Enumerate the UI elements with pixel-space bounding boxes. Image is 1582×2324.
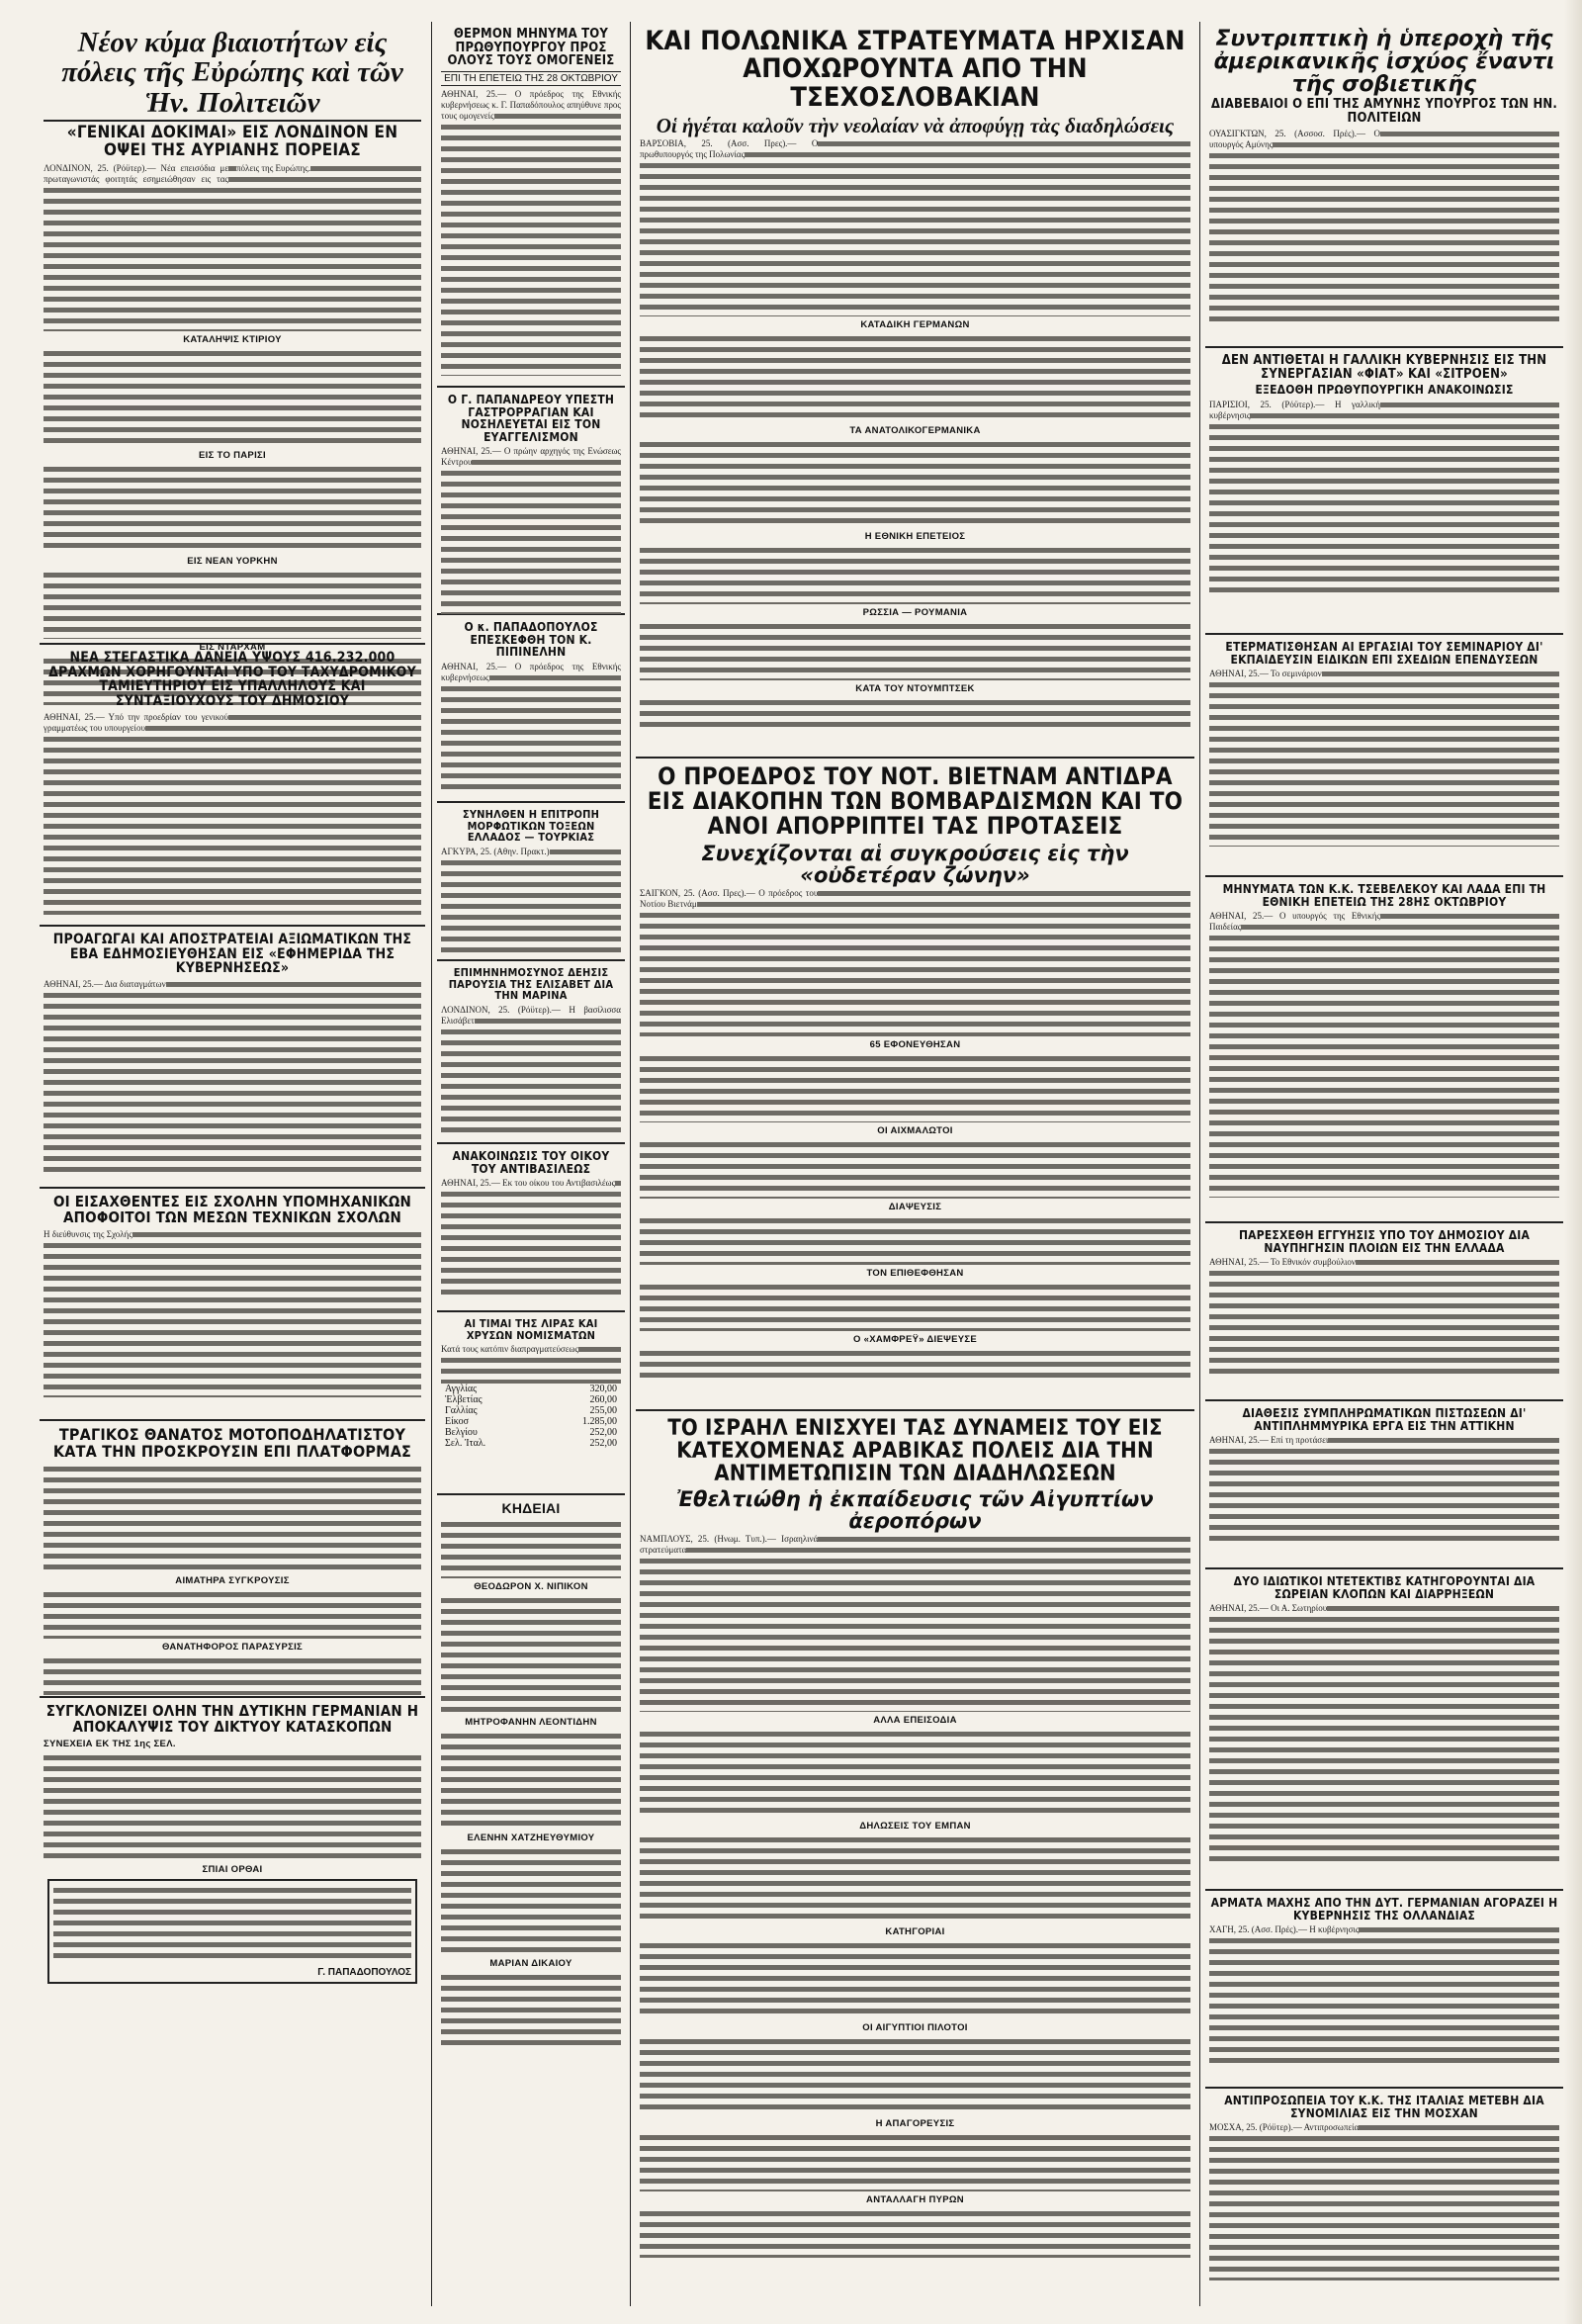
headline: Ο Γ. ΠΑΠΑΝΔΡΕΟΥ ΥΠΕΣΤΗ ΓΑΣΤΡΟΡΡΑΓΙΑΝ ΚΑΙ ΝΟΣΗΛΕΥΕΤΑΙ ΕΙΣ ΤΟΝ ΕΥΑΓΓΕΛΙΣΜΟΝ bbox=[447, 393, 615, 444]
article-pm-message bbox=[437, 22, 625, 388]
article-body: ΑΘΗΝΑΙ, 25.— Εκ του οίκου του Αντιβασιλέως bbox=[441, 1178, 621, 1296]
coin-label: Βελγίου bbox=[445, 1427, 478, 1439]
subhead: ΣΠΙΑΙ ΟΡΘΑΙ bbox=[202, 1863, 263, 1875]
headline: ΘΕΡΜΟΝ ΜΗΝΥΜΑ ΤΟΥ ΠΡΩΘΥΠΟΥΡΓΟΥ ΠΡΟΣ ΟΛΟΥΣ ΤΟΥΣ ΟΜΟΓΕΝΕΙΣ bbox=[447, 27, 615, 69]
article-body bbox=[44, 1752, 421, 1861]
headline: Συντριπτικὴ ἡ ὑπεροχὴ τῆς ἀμερικανικῆς ἰσχύος ἔναντι τῆς σοβιετικῆς bbox=[1213, 27, 1555, 98]
subheadline: Συνεχίζονται αἱ συγκρούσεις εἰς τὴν «οὐδετέραν ζώνην» bbox=[701, 841, 1129, 887]
article-gold-prices bbox=[437, 1312, 625, 1495]
article-body: ΛΟΝΔΙΝΟΝ, 25. (Ρόϋτερ).— Νέα επεισόδια με πρωταγωνιστάς φοιτητάς εσημειώθησαν εις τας πόλεις της Ευρώπης. bbox=[44, 163, 421, 331]
subhead: ΔΙΑΨΕΥΣΙΣ bbox=[888, 1201, 942, 1212]
article-american-superiority bbox=[1205, 22, 1563, 348]
article-body: Κατά τους κατόπιν διαπραγματεύσεως bbox=[441, 1344, 621, 1384]
subhead: Η ΕΘΝΙΚΗ ΕΠΕΤΕΙΟΣ bbox=[864, 531, 966, 543]
article-body: ΑΘΗΝΑΙ, 25.— Το σεμινάριον bbox=[1209, 669, 1559, 847]
headline: ΠΑΡΕΣΧΕΘΗ ΕΓΓΥΗΣΙΣ ΥΠΟ ΤΟΥ ΔΗΜΟΣΙΟΥ ΔΙΑ ΝΑΥΠΗΓΗΣΙΝ ΠΛΟΙΩΝ ΕΙΣ ΤΗΝ ΕΛΛΑΔΑ bbox=[1238, 1228, 1531, 1255]
subhead: Η ΑΠΑΓΟΡΕΥΣΙΣ bbox=[875, 2118, 955, 2130]
coin-label: Ἑλβετίας bbox=[445, 1394, 483, 1406]
subhead: ΤΑ ΑΝΑΤΟΛΙΚΟΓΕΡΜΑΝΙΚΑ bbox=[849, 425, 981, 437]
headline: ΑΡΜΑΤΑ ΜΑΧΗΣ ΑΠΟ ΤΗΝ ΔΥΤ. ΓΕΡΜΑΝΙΑΝ ΑΓΟΡΑΖΕΙ Η ΚΥΒΕΡΝΗΣΙΣ ΤΗΣ ΟΛΛΑΝΔΙΑΣ bbox=[1210, 1896, 1558, 1922]
article-fiat-citroen bbox=[1205, 348, 1563, 635]
article-italian-communists bbox=[1205, 2089, 1563, 2306]
headline: Ο κ. ΠΑΠΑΔΟΠΟΥΛΟΣ ΕΠΕΣΚΕΦΘΗ ΤΟΝ Κ. ΠΙΠΙΝΕΛΗΝ bbox=[464, 620, 598, 660]
continued-label: ΣΥΝΕΧΕΙΑ ΕΚ ΤΗΣ 1ης ΣΕΛ. bbox=[44, 1738, 176, 1749]
quote-box bbox=[47, 1879, 417, 1984]
coin-value: 252,00 bbox=[589, 1427, 617, 1439]
column-rule bbox=[1199, 22, 1200, 2306]
article-credits bbox=[1205, 1401, 1563, 1569]
article-papadopoulos-visit bbox=[437, 615, 625, 803]
article-papandreou bbox=[437, 388, 625, 615]
headline: ΑΝΤΙΠΡΟΣΩΠΕΙΑ ΤΟΥ Κ.Κ. ΤΗΣ ΙΤΑΛΙΑΣ ΜΕΤΕΒΗ ΔΙΑ ΣΥΝΟΜΙΛΙΑΣ ΕΙΣ ΤΗΝ ΜΟΣΧΑΝ bbox=[1224, 2094, 1544, 2120]
price-row bbox=[441, 1384, 621, 1394]
article-body bbox=[44, 1464, 421, 1572]
article-funerals bbox=[437, 1495, 625, 2108]
article-regent bbox=[437, 1144, 625, 1312]
headline: ΤΟ ΙΣΡΑΗΛ ΕΝΙΣΧΥΕΙ ΤΑΣ ΔΥΝΑΜΕΙΣ ΤΟΥ ΕΙΣ ΚΑΤΕΧΟΜΕΝΑΣ ΑΡΑΒΙΚΑΣ ΠΟΛΕΙΣ ΔΙΑ ΤΗΝ ΑΝΤΙΜΕΤΩΠΙΣΙΝ ΤΩΝ ΔΙΑΔΗΛΩΣΕΩΝ bbox=[667, 1416, 1163, 1487]
subhead: ΚΑΤΑΔΙΚΗ ΓΕΡΜΑΝΩΝ bbox=[860, 319, 970, 331]
headline: ΠΡΟΑΓΩΓΑΙ ΚΑΙ ΑΠΟΣΤΡΑΤΕΙΑΙ ΑΞΙΩΜΑΤΙΚΩΝ ΤΗΣ ΕΒΑ ΕΔΗΜΟΣΙΕΥΘΗΣΑΝ ΕΙΣ «ΕΦΗΜΕΡΙΔΑ ΤΗΣ ΚΥΒΕΡΝΗΣΕΩΣ» bbox=[52, 932, 412, 977]
coin-value: 260,00 bbox=[589, 1394, 617, 1406]
price-table bbox=[441, 1384, 621, 1449]
article-body: ΒΑΡΣΟΒΙΑ, 25. (Ασσ. Πρες).— Ο πρωθυπουργός της Πολωνίας bbox=[640, 138, 1190, 316]
subhead: ΑΛΛΑ ΕΠΕΙΣΟΔΙΑ bbox=[873, 1715, 957, 1727]
article-body: ΑΘΗΝΑΙ, 25.— Επί τη προτάσει bbox=[1209, 1435, 1559, 1544]
article-body: ΑΘΗΝΑΙ, 25.— Οι Α. Σωτηρίου bbox=[1209, 1603, 1559, 1865]
subhead: ΡΩΣΣΙΑ — ΡΟΥΜΑΝΙΑ bbox=[862, 607, 968, 619]
subhead: ΕΙΣ ΝΤΑΡΧΑΜ bbox=[199, 642, 266, 653]
article-body: ΑΘΗΝΑΙ, 25.— Ο υπουργός της Εθνικής Παιδείας bbox=[1209, 911, 1559, 1198]
article-elizabeth bbox=[437, 961, 625, 1144]
price-row bbox=[441, 1405, 621, 1416]
article-detectives bbox=[1205, 1569, 1563, 1891]
article-body: ΟΥΑΣΙΓΚΤΩΝ, 25. (Ασσοσ. Πρές).— Ο υπουργός Αμύνης bbox=[1209, 129, 1559, 326]
headline: ΔΥΟ ΙΔΙΩΤΙΚΟΙ ΝΤΕΤΕΚΤΙΒΣ ΚΑΤΗΓΟΡΟΥΝΤΑΙ ΔΙΑ ΣΩΡΕΙΑΝ ΚΛΟΠΩΝ ΚΑΙ ΔΙΑΡΡΗΞΕΩΝ bbox=[1233, 1574, 1536, 1601]
article-moped-death bbox=[40, 1421, 425, 1698]
funeral-name: ΘΕΟΔΩΡΟΝ Χ. ΝΙΠΙΚΟΝ bbox=[474, 1580, 588, 1592]
article-body: ΠΑΡΙΣΙΟΙ, 25. (Ρόϋτερ).— Η γαλλική κυβέρνησις bbox=[1209, 400, 1559, 597]
subhead: ΚΑΤΑ ΤΟΥ ΝΤΟΥΜΠΤΣΕΚ bbox=[855, 683, 975, 695]
subhead: ΚΑΤΑΛΗΨΙΣ ΚΤΙΡΙΟΥ bbox=[183, 334, 282, 345]
headline: ΟΙ ΕΙΣΑΧΘΕΝΤΕΣ ΕΙΣ ΣΧΟΛΗΝ ΥΠΟΜΗΧΑΝΙΚΩΝ ΑΠΟΦΟΙΤΟΙ ΤΩΝ ΜΕΣΩΝ ΤΕΧΝΙΚΩΝ ΣΧΟΛΩΝ bbox=[52, 1193, 412, 1226]
price-row bbox=[441, 1416, 621, 1427]
price-row bbox=[441, 1427, 621, 1438]
article-body: ΑΘΗΝΑΙ, 25.— Ο πρόεδρος της Εθνικής κυβερνήσεως bbox=[441, 662, 621, 790]
headline: ΜΗΝΥΜΑΤΑ ΤΩΝ Κ.Κ. ΤΣΕΒΕΛΕΚΟΥ ΚΑΙ ΛΑΔΑ ΕΠΙ ΤΗ ΕΘΝΙΚΗ ΕΠΕΤΕΙΩ ΤΗΣ 28ΗΣ ΟΚΤΩΒΡΙΟΥ bbox=[1222, 882, 1546, 909]
article-tanks bbox=[1205, 1891, 1563, 2089]
headline: ΕΠΙΜΗΝΗΜΟΣΥΝΟΣ ΔΕΗΣΙΣ ΠΑΡΟΥΣΙΑ ΤΗΣ ΕΛΙΣΑΒΕΤ ΔΙΑ ΤΗΝ ΜΑΡΙΝΑ bbox=[448, 966, 614, 1003]
article-seminar bbox=[1205, 635, 1563, 877]
column-4 bbox=[1205, 22, 1563, 2306]
article-technical-school bbox=[40, 1189, 425, 1421]
headline: ΚΗΔΕΙΑΙ bbox=[501, 1500, 561, 1516]
headline: ΔΕΝ ΑΝΤΙΘΕΤΑΙ Η ΓΑΛΛΙΚΗ ΚΥΒΕΡΝΗΣΙΣ ΕΙΣ ΤΗΝ ΣΥΝΕΡΓΑΣΙΑΝ «ΦΙΑΤ» ΚΑΙ «ΣΙΤΡΟΕΝ» bbox=[1221, 353, 1547, 382]
subhead: ΕΙΣ ΤΟ ΠΑΡΙΣΙ bbox=[199, 450, 266, 461]
column-1 bbox=[40, 22, 425, 2024]
subhead: ΟΙ ΑΙΓΥΠΤΙΟΙ ΠΙΛΟΤΟΙ bbox=[862, 2022, 968, 2034]
subheadline: ΔΙΑΒΕΒΑΙΟΙ Ο ΕΠΙ ΤΗΣ ΑΜΥΝΗΣ ΥΠΟΥΡΓΟΣ ΤΩΝ ΗΝ. ΠΟΛΙΤΕΙΩΝ bbox=[1210, 97, 1558, 126]
column-rule bbox=[431, 22, 432, 2306]
article-shipbuilding bbox=[1205, 1223, 1563, 1401]
coin-label: Γαλλίας bbox=[445, 1405, 478, 1417]
headline: ΔΙΑΘΕΣΙΣ ΣΥΜΠΛΗΡΩΜΑΤΙΚΩΝ ΠΙΣΤΩΣΕΩΝ ΔΙ' ΑΝΤΙΠΛΗΜΜΥΡΙΚΑ ΕΡΓΑ ΕΙΣ ΤΗΝ ΑΤΤΙΚΗΝ bbox=[1242, 1406, 1527, 1433]
subhead: ΕΙΣ ΝΕΑΝ ΥΟΡΚΗΝ bbox=[187, 556, 278, 567]
subheadline: Οἱ ἡγέται καλοῦν τὴν νεολαίαν νὰ ἀποφύγῃ τὰς διαδηλώσεις bbox=[656, 114, 1175, 138]
column-rule bbox=[630, 22, 631, 2306]
subheadline: ΕΞΕΔΟΘΗ ΠΡΩΘΥΠΟΥΡΓΙΚΗ ΑΝΑΚΟΙΝΩΣΙΣ bbox=[1255, 383, 1514, 398]
subhead: Ο «ΧΑΜΦΡΕΫ» ΔΙΕΨΕΥΣΕ bbox=[852, 1333, 977, 1345]
coin-value: 320,00 bbox=[589, 1384, 617, 1395]
article-body: ΑΘΗΝΑΙ, 25.— Το Εθνικόν συμβούλιον bbox=[1209, 1257, 1559, 1376]
price-row bbox=[441, 1394, 621, 1405]
article-messages bbox=[1205, 877, 1563, 1223]
subheadline: «ΓΕΝΙΚΑΙ ΔΟΚΙΜΑΙ» ΕΙΣ ΛΟΝΔΙΝΟΝ ΕΝ ΟΨΕΙ ΤΗΣ ΑΥΡΙΑΝΗΣ ΠΟΡΕΙΑΣ bbox=[44, 120, 421, 160]
subheadline: Ἐθελτιώθη ἡ ἐκπαίδευσις τῶν Αἰγυπτίων ἀεροπόρων bbox=[676, 1487, 1154, 1534]
article-body: ΑΘΗΝΑΙ, 25.— Ο πρόεδρος της Εθνικής κυβερνήσεως κ. Γ. Παπαδόπουλος απηύθυνε προς τους ομογενείς bbox=[441, 89, 621, 376]
headline: ΕΤΕΡΜΑΤΙΣΘΗΣΑΝ ΑΙ ΕΡΓΑΣΙΑΙ ΤΟΥ ΣΕΜΙΝΑΡΙΟΥ ΔΙ' ΕΚΠΑΙΔΕΥΣΙΝ ΕΙΔΙΚΩΝ ΕΠΙ ΣΧΕΔΙΩΝ ΕΠΕΝΔΥΣΕΩΝ bbox=[1225, 640, 1543, 667]
subhead: ΟΙ ΑΙΧΜΑΛΩΤΟΙ bbox=[877, 1124, 953, 1136]
funeral-name: ΜΑΡΙΑΝ ΔΙΚΑΙΟΥ bbox=[489, 1957, 572, 1969]
page-edge bbox=[1564, 0, 1582, 2324]
column-2 bbox=[437, 22, 625, 2108]
article-violence-europe bbox=[40, 22, 425, 653]
subhead: 65 ΕΦΟΝΕΥΘΗΣΑΝ bbox=[869, 1038, 961, 1050]
column-3 bbox=[636, 22, 1194, 2301]
article-body: ΑΓΚΥΡΑ, 25. (Αθην. Πρακτ.) bbox=[441, 847, 621, 955]
article-body: ΧΑΓΗ, 25. (Ασσ. Πρές).— Η κυβέρνησις bbox=[1209, 1924, 1559, 2063]
headline: ΑΝΑΚΟΙΝΩΣΙΣ ΤΟΥ ΟΙΚΟΥ ΤΟΥ ΑΝΤΙΒΑΣΙΛΕΩΣ bbox=[452, 1149, 610, 1176]
coin-label: Σελ. Ἰταλ. bbox=[445, 1438, 486, 1450]
coin-label: Αγγλίας bbox=[445, 1384, 478, 1395]
funeral-name: ΕΛΕΝΗΝ ΧΑΤΖΗΕΥΘΥΜΙΟΥ bbox=[467, 1832, 595, 1843]
headline: ΑΙ ΤΙΜΑΙ ΤΗΣ ΛΙΡΑΣ ΚΑΙ ΧΡΥΣΩΝ ΝΟΜΙΣΜΑΤΩΝ bbox=[464, 1317, 598, 1342]
subhead: ΑΙΜΑΤΗΡΑ ΣΥΓΚΡΟΥΣΙΣ bbox=[175, 1574, 290, 1586]
article-body: ΛΟΝΔΙΝΟΝ, 25. (Ρόϋτερ).— Η βασίλισσα Ελισάβετ bbox=[441, 1005, 621, 1133]
article-body: ΝΑΜΠΛΟΥΣ, 25. (Ηνωμ. Τυπ.).— Ισραηλινά στρατεύματα bbox=[640, 1534, 1190, 1712]
price-row bbox=[441, 1438, 621, 1449]
subhead: ΑΝΤΑΛΛΑΓΗ ΠΥΡΩΝ bbox=[866, 2194, 964, 2206]
article-body: ΑΘΗΝΑΙ, 25.— Δια διαταγμάτων bbox=[44, 979, 421, 1177]
headline: Ο ΠΡΟΕΔΡΟΣ ΤΟΥ ΝΟΤ. ΒΙΕΤΝΑΜ ΑΝΤΙΔΡΑ ΕΙΣ ΔΙΑΚΟΠΗΝ ΤΩΝ ΒΟΜΒΑΡΔΙΣΜΩΝ ΚΑΙ ΤΟ ΑΝΟΙ ΑΠΟΡΡΙΠΤΕΙ ΤΑΣ ΠΡΟΤΑΣΕΙΣ bbox=[647, 762, 1184, 841]
article-body: ΜΟΣΧΑ, 25. (Ρόϋτερ).— Αντιπροσωπεία bbox=[1209, 2122, 1559, 2280]
headline: ΚΑΙ ΠΟΛΩΝΙΚΑ ΣΤΡΑΤΕΥΜΑΤΑ ΗΡΧΙΣΑΝ ΑΠΟΧΩΡΟΥΝΤΑ ΑΠΟ ΤΗΝ ΤΣΕΧΟΣΛΟΒΑΚΙΑΝ bbox=[645, 26, 1186, 113]
article-polish-troops bbox=[636, 22, 1194, 759]
article-body: ΣΑΙΓΚΟΝ, 25. (Ασσ. Πρες).— Ο πρόεδρος του Νοτίου Βιετνάμ bbox=[640, 888, 1190, 1036]
signature: Γ. ΠΑΠΑΔΟΠΟΥΛΟΣ bbox=[317, 1966, 411, 1978]
subhead: ΚΑΤΗΓΟΡΙΑΙ bbox=[885, 1926, 945, 1938]
subhead: ΘΑΝΑΤΗΦΟΡΟΣ ΠΑΡΑΣΥΡΣΙΣ bbox=[161, 1641, 304, 1653]
article-committee bbox=[437, 803, 625, 961]
headline: Νέον κύμα βιαιοτήτων εἰς πόλεις τῆς Εὐρώπης καὶ τῶν Ἡν. Πολιτειῶν bbox=[61, 27, 403, 119]
article-israel bbox=[636, 1411, 1194, 2301]
article-spy-network bbox=[40, 1698, 425, 2024]
subhead: ΔΗΛΩΣΕΙΣ ΤΟΥ ΕΜΠΑΝ bbox=[859, 1821, 971, 1832]
headline: ΤΡΑΓΙΚΟΣ ΘΑΝΑΤΟΣ ΜΟΤΟΠΟΔΗΛΑΤΙΣΤΟΥ ΚΑΤΑ ΤΗΝ ΠΡΟΣΚΡΟΥΣΙΝ ΕΠΙ ΠΛΑΤΦΟΡΜΑΣ bbox=[52, 1425, 412, 1461]
article-officers bbox=[40, 927, 425, 1189]
coin-value: 1.285,00 bbox=[582, 1416, 617, 1428]
article-body: ΑΘΗΝΑΙ, 25.— Υπό την προεδρίαν του γενικού γραμματέως του υπουργείου bbox=[44, 712, 421, 915]
article-body: Η διεύθυνσις της Σχολής bbox=[44, 1229, 421, 1397]
headline: ΣΥΓΚΛΟΝΙΖΕΙ ΟΛΗΝ ΤΗΝ ΔΥΤΙΚΗΝ ΓΕΡΜΑΝΙΑΝ Η ΑΠΟΚΑΛΥΨΙΣ ΤΟΥ ΔΙΚΤΥΟΥ ΚΑΤΑΣΚΟΠΩΝ bbox=[45, 1702, 419, 1736]
headline: ΣΥΝΗΛΘΕΝ Η ΕΠΙΤΡΟΠΗ ΜΟΡΦΩΤΙΚΩΝ ΤΟΞΕΩΝ ΕΛΛΑΔΟΣ — ΤΟΥΡΚΙΑΣ bbox=[462, 808, 600, 845]
article-south-vietnam bbox=[636, 759, 1194, 1411]
subheadline: ΕΠΙ ΤΗ ΕΠΕΤΕΙΩ ΤΗΣ 28 ΟΚΤΩΒΡΙΟΥ bbox=[441, 71, 621, 86]
article-body: ΑΘΗΝΑΙ, 25.— Ο πρώην αρχηγός της Ενώσεως Κέντρου bbox=[441, 446, 621, 614]
subhead: ΤΟΝ ΕΠΙΘΕΦΘΗΣΑΝ bbox=[866, 1267, 964, 1279]
coin-value: 255,00 bbox=[589, 1405, 617, 1417]
funeral-name: ΜΗΤΡΟΦΑΝΗΝ ΛΕΟΝΤΙΔΗΝ bbox=[465, 1716, 597, 1728]
coin-label: Είκοσ bbox=[445, 1416, 470, 1428]
article-housing-loans bbox=[40, 645, 425, 927]
coin-value: 252,00 bbox=[589, 1438, 617, 1450]
headline: ΝΕΑ ΣΤΕΓΑΣΤΙΚΑ ΔΑΝΕΙΑ ΥΨΟΥΣ 416.232.000 ΔΡΑΧΜΩΝ ΧΟΡΗΓΟΥΝΤΑΙ ΥΠΟ ΤΟΥ ΤΑΧΥΔΡΟΜΙΚΟΥ ΤΑΜΙΕΥΤΗΡΙΟΥ ΕΙΣ ΥΠΑΛΛΗΛΟΥΣ ΚΑΙ ΣΥΝΤΑΞΙΟΥΧΟΥΣ ΤΟΥ ΔΗΜΟΣΙΟΥ bbox=[48, 650, 416, 710]
